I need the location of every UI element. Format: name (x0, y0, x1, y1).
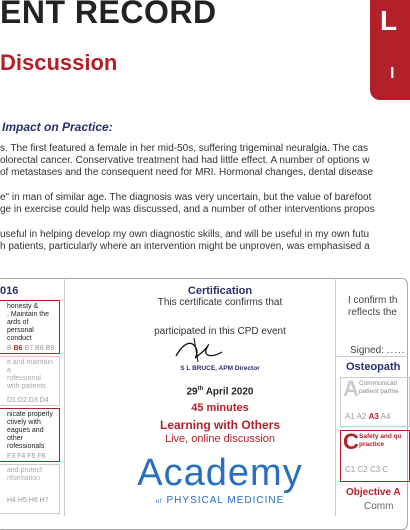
standard-box-b (0, 300, 60, 354)
academy-logo-wordmark: Academy (137, 452, 303, 494)
standard-box-d (0, 356, 60, 406)
standard-codes (7, 453, 57, 461)
event-date (120, 386, 320, 397)
date-day: 29 (186, 386, 198, 398)
director-signature (170, 336, 230, 364)
cpd-minutes: 45 minutes (191, 402, 249, 414)
standard-text: nicate properly (7, 411, 53, 418)
code: C2 (357, 465, 368, 474)
box-label-line: Communicati (359, 380, 397, 387)
category-badge (370, 0, 410, 100)
standards-year: 016 (0, 285, 19, 297)
certification-title: Certification (187, 285, 253, 297)
standard-text: . Maintain the (7, 311, 50, 318)
learning-type: Learning with Others (159, 418, 280, 432)
page-subtitle: Discussion (0, 50, 118, 75)
box-letter: A (343, 376, 359, 401)
objective-sub: Comm (364, 501, 394, 512)
standard-box-f (0, 408, 60, 462)
date-suffix: th (197, 386, 204, 392)
signed-text: Signed: (350, 345, 384, 356)
code-highlighted: B6 (13, 345, 23, 352)
certification-subtitle: This certificate confirms that (157, 297, 283, 308)
impact-line: e" in man of similar age. The diagnosis was very uncertain, but the value of barefoot (0, 192, 372, 203)
standard-codes: D1 D2 D3 D4 (7, 397, 49, 404)
standard-text: rofessional (7, 375, 41, 382)
academy-of: of (155, 499, 163, 505)
standard-text: personal conduct (7, 327, 34, 342)
code: F3 (7, 453, 16, 460)
academy-name: PHYSICAL MEDICINE (166, 495, 285, 506)
osteopathic-box-c (340, 430, 410, 482)
impact-heading: Impact on Practice: (2, 120, 113, 134)
standard-text: with patients (7, 383, 46, 390)
objective-label: Objective A (346, 487, 401, 498)
code-highlighted: A3 (368, 412, 379, 421)
signed-label: Signed: ..... (350, 345, 406, 356)
academy-logo-subtitle (120, 495, 320, 506)
osteopathic-title: Osteopath (346, 361, 401, 373)
standard-codes (7, 345, 57, 353)
code: A2 (356, 412, 367, 421)
impact-line: useful in helping develop my own diagnostic skills, and will be useful in my own futu (0, 229, 370, 240)
column-divider (335, 278, 336, 516)
box-codes (345, 465, 388, 474)
standard-text: honesty & (7, 303, 39, 310)
participation-text: participated in this CPD event (154, 326, 286, 337)
confirmation-line: I confirm th (348, 295, 398, 306)
osteopathic-box-a (340, 377, 410, 427)
event-format: Live, online discussion (164, 433, 276, 445)
standard-text: eagues and other (7, 427, 44, 442)
impact-line: ge in exercise could help was discussed, and a number of other interventions propos (0, 204, 375, 215)
code: B7 B8 B9 (24, 345, 55, 352)
code: A4 (380, 412, 391, 421)
box-codes (345, 412, 390, 421)
code: A1 (345, 412, 355, 421)
impact-line: olorectal cancer. Conservative treatment had had little effect. A number of options w (0, 155, 370, 166)
signatory-name: S L BRUCE, APM Director (180, 365, 260, 372)
code: B (7, 345, 12, 352)
confirmation-text (348, 295, 397, 319)
impact-line: h patients, particularly where an intervention might be unproven, was emphasised a (0, 241, 370, 252)
standard-box-h (0, 464, 60, 514)
box-label-line: patient partne (359, 388, 399, 395)
row-divider (335, 356, 405, 357)
box-letter: C (343, 429, 359, 454)
badge-subletter: I (390, 65, 395, 82)
impact-line: s. The first featured a female in her mid-50s, suffering trigeminal neuralgia. The cas (0, 143, 368, 154)
standard-text: nformation (7, 475, 41, 482)
badge-letter: L (380, 5, 398, 36)
standard-text: rofessionals (7, 443, 45, 450)
code: C3 (369, 465, 381, 474)
confirmation-line: reflects the (348, 307, 397, 318)
box-label-line: practice (359, 441, 384, 448)
column-divider (64, 278, 65, 516)
box-label (359, 433, 402, 449)
standard-text: e and maintain a (7, 359, 53, 374)
code: C1 (345, 465, 356, 474)
standard-text: ctively with (7, 419, 41, 426)
standard-codes: H4 H5 H6 H7 (7, 497, 49, 504)
box-label (359, 380, 399, 396)
box-label-line: Safety and qu (359, 433, 402, 440)
standard-text: ards of (7, 319, 29, 326)
code: F4 F5 F6 (17, 453, 46, 460)
date-month-year: April 2020 (203, 386, 254, 398)
code: C (382, 465, 389, 474)
standard-text: and protect (7, 467, 43, 474)
impact-line: of metastases and the consequent need for MRI. Hormonal changes, dental disease (0, 167, 374, 178)
page-title: ENT RECORD (0, 0, 217, 30)
